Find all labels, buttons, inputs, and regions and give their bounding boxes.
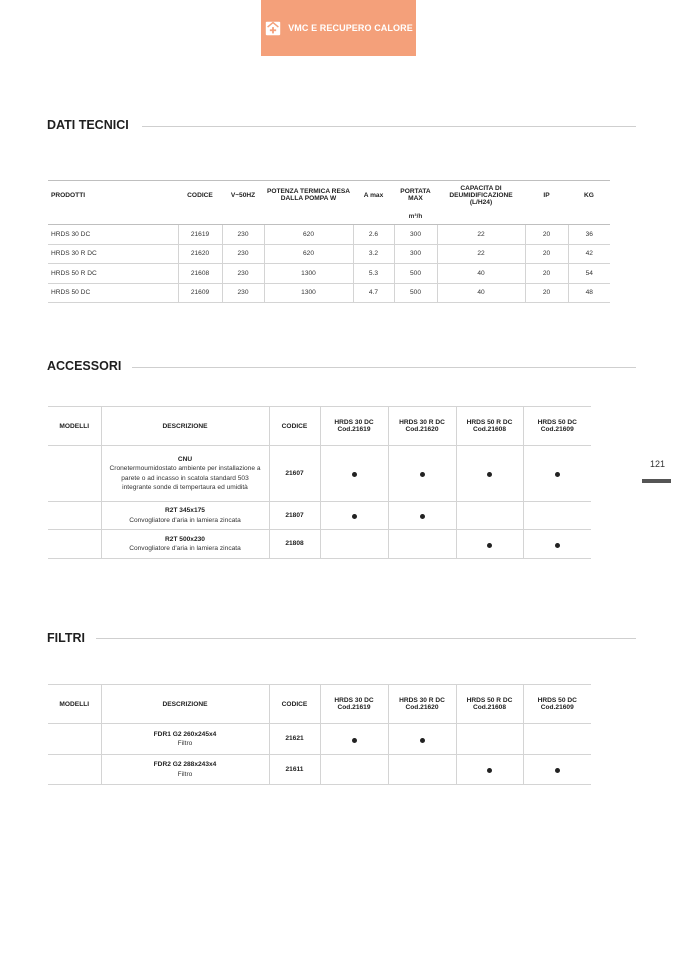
compatible-dot-icon (487, 768, 492, 773)
model-cell (48, 502, 101, 530)
compat-cell (523, 530, 591, 559)
table-cell: HRDS 30 R DC (48, 244, 178, 264)
unit-cell (264, 209, 353, 225)
compatible-dot-icon (487, 543, 492, 548)
table-cell: 620 (264, 244, 353, 264)
compat-cell (388, 446, 456, 502)
compatible-dot-icon (487, 472, 492, 477)
table-cell: 36 (568, 225, 610, 245)
table-cell: 500 (394, 283, 437, 303)
table-cell: 40 (437, 264, 525, 284)
filtri-table (48, 684, 591, 785)
table-row (48, 446, 591, 502)
section-rule (142, 126, 636, 127)
table-row (48, 225, 610, 245)
model-cell (48, 530, 101, 559)
col-header: POTENZA TERMICA RESA DALLA POMPA W (264, 181, 353, 210)
table-cell: 22 (437, 225, 525, 245)
col-header: HRDS 50 DC Cod.21609 (523, 685, 591, 724)
model-cell (48, 755, 101, 785)
col-header: HRDS 50 DC Cod.21609 (523, 407, 591, 446)
compat-cell (523, 724, 591, 755)
compatible-dot-icon (555, 472, 560, 477)
table-cell: 620 (264, 225, 353, 245)
unit-cell (525, 209, 568, 225)
table-cell: 230 (222, 225, 264, 245)
col-header: HRDS 30 DC Cod.21619 (320, 407, 388, 446)
table-cell: 500 (394, 264, 437, 284)
col-header: MODELLI (48, 407, 101, 446)
description-cell (101, 530, 269, 559)
compat-cell (523, 502, 591, 530)
compat-cell (456, 755, 523, 785)
compatible-dot-icon (420, 738, 425, 743)
compat-cell (388, 755, 456, 785)
table-cell: 20 (525, 244, 568, 264)
table-cell: 300 (394, 244, 437, 264)
table-cell: 48 (568, 283, 610, 303)
section-title-accessori: ACCESSORI (47, 359, 122, 373)
table-cell: 22 (437, 244, 525, 264)
compat-cell (388, 502, 456, 530)
table-row (48, 530, 591, 559)
item-name: R2T 500x230 (165, 535, 205, 543)
compat-cell (320, 446, 388, 502)
table-cell: 230 (222, 264, 264, 284)
table-cell: 20 (525, 225, 568, 245)
description-cell (101, 755, 269, 785)
section-title-filtri: FILTRI (47, 631, 85, 645)
table-row (48, 244, 610, 264)
item-description: Convogliatore d'aria in lamiera zincata (129, 545, 241, 552)
table-cell: 1300 (264, 264, 353, 284)
table-cell: 300 (394, 225, 437, 245)
table-row (48, 283, 610, 303)
table-cell: 20 (525, 283, 568, 303)
col-header: A max (353, 181, 394, 210)
compatible-dot-icon (352, 514, 357, 519)
unit-cell (178, 209, 222, 225)
page-marker (642, 479, 671, 483)
item-name: CNU (177, 455, 193, 463)
unit-cell (353, 209, 394, 225)
tech-table (48, 180, 610, 303)
code-cell: 21808 (269, 530, 320, 559)
accessori-table (48, 406, 591, 559)
table-cell: 20 (525, 264, 568, 284)
compat-cell (456, 530, 523, 559)
table-cell: HRDS 50 DC (48, 283, 178, 303)
compat-cell (456, 502, 523, 530)
table-cell: HRDS 50 R DC (48, 264, 178, 284)
unit-cell (222, 209, 264, 225)
description-cell (101, 446, 269, 502)
compatible-dot-icon (352, 738, 357, 743)
col-header: HRDS 30 R DC Cod.21620 (388, 407, 456, 446)
description-cell (101, 724, 269, 755)
model-cell (48, 724, 101, 755)
page-number: 121 (650, 459, 666, 469)
col-header: CODICE (269, 685, 320, 724)
category-tab (261, 0, 416, 56)
code-cell: 21621 (269, 724, 320, 755)
section-rule (96, 638, 636, 639)
table-cell: 21620 (178, 244, 222, 264)
item-name: FDR2 G2 288x243x4 (153, 761, 217, 768)
col-header: HRDS 30 DC Cod.21619 (320, 685, 388, 724)
table-cell: 40 (437, 283, 525, 303)
compat-cell (320, 755, 388, 785)
table-cell: 2.6 (353, 225, 394, 245)
tab-label: VMC E RECUPERO CALORE (288, 23, 413, 33)
col-header: PRODOTTI (48, 181, 178, 210)
item-name: FDR1 G2 260x245x4 (153, 730, 217, 738)
unit-cell (568, 209, 610, 225)
table-row (48, 502, 591, 530)
col-header: PORTATA MAX (394, 181, 437, 210)
col-header: IP (525, 181, 568, 210)
compat-cell (388, 530, 456, 559)
item-description: Convogliatore d'aria in lamiera zincata (129, 516, 241, 524)
col-header: HRDS 50 R DC Cod.21608 (456, 685, 523, 724)
table-row (48, 264, 610, 284)
unit-cell: m³/h (394, 209, 437, 225)
code-cell: 21607 (269, 446, 320, 502)
col-header: HRDS 30 R DC Cod.21620 (388, 685, 456, 724)
table-cell: 230 (222, 283, 264, 303)
compatible-dot-icon (352, 472, 357, 477)
item-description: Cronetermoumidostato ambiente per installazione a parete o ad incasso in scatola standard 503 integrante sonde di tempertaura ed umidità (109, 465, 261, 491)
col-header: KG (568, 181, 610, 210)
compat-cell (388, 724, 456, 755)
table-cell: HRDS 30 DC (48, 225, 178, 245)
table-cell: 42 (568, 244, 610, 264)
item-description: Filtro (177, 770, 193, 778)
table-cell: 1300 (264, 283, 353, 303)
unit-cell (48, 209, 178, 225)
table-cell: 21619 (178, 225, 222, 245)
compatible-dot-icon (420, 514, 425, 519)
compat-cell (320, 724, 388, 755)
unit-cell (437, 209, 525, 225)
compat-cell (523, 755, 591, 785)
table-cell: 5.3 (353, 264, 394, 284)
col-header: CODICE (269, 407, 320, 446)
compatible-dot-icon (420, 472, 425, 477)
code-cell: 21807 (269, 502, 320, 530)
table-cell: 230 (222, 244, 264, 264)
compatible-dot-icon (555, 768, 560, 773)
compat-cell (523, 446, 591, 502)
compat-cell (320, 502, 388, 530)
compat-cell (320, 530, 388, 559)
table-row (48, 724, 591, 755)
table-cell: 54 (568, 264, 610, 284)
col-header: CODICE (178, 181, 222, 210)
section-rule (132, 367, 636, 368)
table-cell: 3.2 (353, 244, 394, 264)
model-cell (48, 446, 101, 502)
table-cell: 4.7 (353, 283, 394, 303)
col-header: HRDS 50 R DC Cod.21608 (456, 407, 523, 446)
item-description: Filtro (177, 740, 193, 747)
col-header: DESCRIZIONE (101, 685, 269, 724)
compat-cell (456, 724, 523, 755)
col-header: CAPACITA DI DEUMIDIFICAZIONE (L/H24) (437, 181, 525, 210)
compatible-dot-icon (555, 543, 560, 548)
table-cell: 21609 (178, 283, 222, 303)
house-plus-icon (264, 19, 282, 37)
section-title-tech: DATI TECNICI (47, 118, 129, 132)
table-row (48, 755, 591, 785)
code-cell: 21611 (269, 755, 320, 785)
compat-cell (456, 446, 523, 502)
col-header: DESCRIZIONE (101, 407, 269, 446)
description-cell (101, 502, 269, 530)
col-header: MODELLI (48, 685, 101, 724)
table-cell: 21608 (178, 264, 222, 284)
item-name: R2T 345x175 (165, 507, 205, 514)
col-header: V~50HZ (222, 181, 264, 210)
